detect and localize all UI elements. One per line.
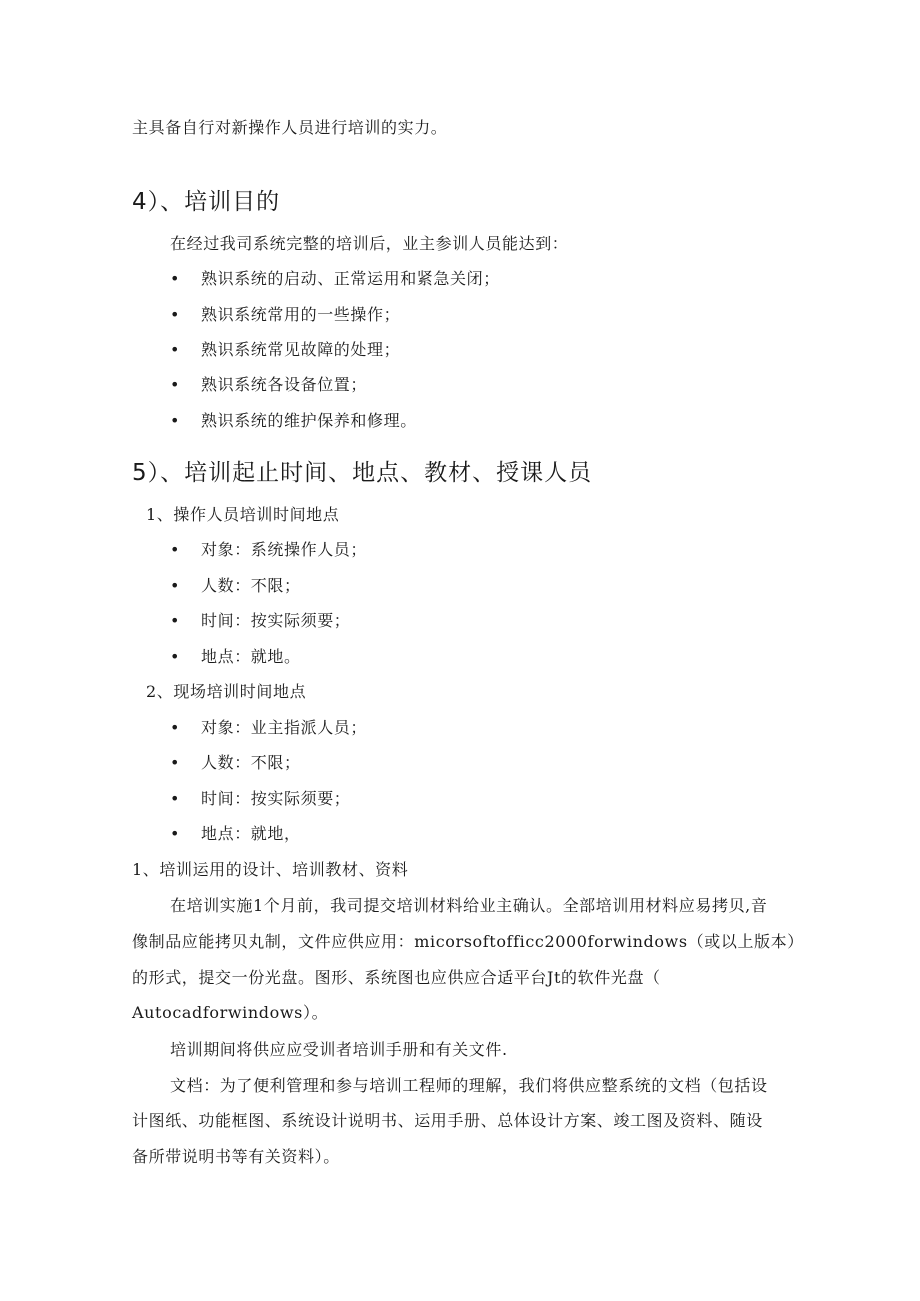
- section-5-heading: 5）、培训起止时间、地点、教材、授课人员: [132, 460, 593, 486]
- bullet-icon: •: [170, 789, 181, 808]
- bullet-icon: •: [170, 824, 181, 843]
- subsection-2-title: 2、现场培训时间地点: [146, 682, 307, 701]
- bullet-icon: •: [170, 647, 181, 666]
- bullet-icon: •: [170, 340, 181, 359]
- list-item: • 地点：就地，: [170, 824, 301, 843]
- paragraph-line: 像制品应能拷贝丸制，文件应供应用：micorsoftofficc2000forwindows（或以上版本）: [132, 932, 804, 951]
- bullet-icon: •: [170, 305, 181, 324]
- bullet-icon: •: [170, 540, 181, 559]
- paragraph-continuation: 主具备自行对新操作人员进行培训的实力。: [132, 118, 448, 137]
- paragraph-line: 文档：为了便利管理和参与培训工程师的理解，我们将供应整系统的文档（包括设: [170, 1076, 768, 1095]
- list-item: • 熟识系统常用的一些操作；: [170, 305, 401, 324]
- section-4-intro: 在经过我司系统完整的培训后，业主参训人员能达到：: [170, 234, 569, 253]
- bullet-icon: •: [170, 411, 181, 430]
- subsection-1-title: 1、操作人员培训时间地点: [146, 505, 340, 524]
- section-4-heading: 4）、培训目的: [132, 189, 281, 215]
- list-item: • 对象：业主指派人员；: [170, 718, 368, 737]
- list-item: • 对象：系统操作人员；: [170, 540, 368, 559]
- list-item: • 熟识系统常见故障的处理；: [170, 340, 401, 359]
- paragraph-line: 培训期间将供应应受训者培训手册和有关文件.: [170, 1040, 508, 1059]
- list-item: • 熟识系统的启动、正常运用和紧急关闭；: [170, 269, 500, 288]
- list-item: • 地点：就地。: [170, 647, 301, 666]
- materials-section-title: 1、培训运用的设计、培训教材、资料: [132, 860, 409, 879]
- bullet-icon: •: [170, 718, 181, 737]
- list-item: • 时间：按实际须要；: [170, 611, 351, 630]
- bullet-icon: •: [170, 576, 181, 595]
- paragraph-line: Autocadforwindows）。: [132, 1003, 329, 1022]
- bullet-icon: •: [170, 375, 181, 394]
- list-item: • 时间：按实际须要；: [170, 789, 351, 808]
- list-item: • 人数：不限；: [170, 576, 301, 595]
- list-item: • 人数：不限；: [170, 753, 301, 772]
- paragraph-line: 的形式，提交一份光盘。图形、系统图也应供应合适平台Jt的软件光盘（: [132, 968, 661, 987]
- paragraph-line: 计图纸、功能框图、系统设计说明书、运用手册、总体设计方案、竣工图及资料、随设: [132, 1111, 763, 1130]
- bullet-icon: •: [170, 753, 181, 772]
- bullet-icon: •: [170, 611, 181, 630]
- list-item: • 熟识系统的维护保养和修理。: [170, 411, 417, 430]
- list-item: • 熟识系统各设备位置；: [170, 375, 368, 394]
- paragraph-line: 在培训实施1个月前，我司提交培训材料给业主确认。全部培训用材料应易拷贝,音: [170, 896, 768, 915]
- bullet-icon: •: [170, 269, 181, 288]
- paragraph-line: 备所带说明书等有关资料）。: [132, 1147, 340, 1166]
